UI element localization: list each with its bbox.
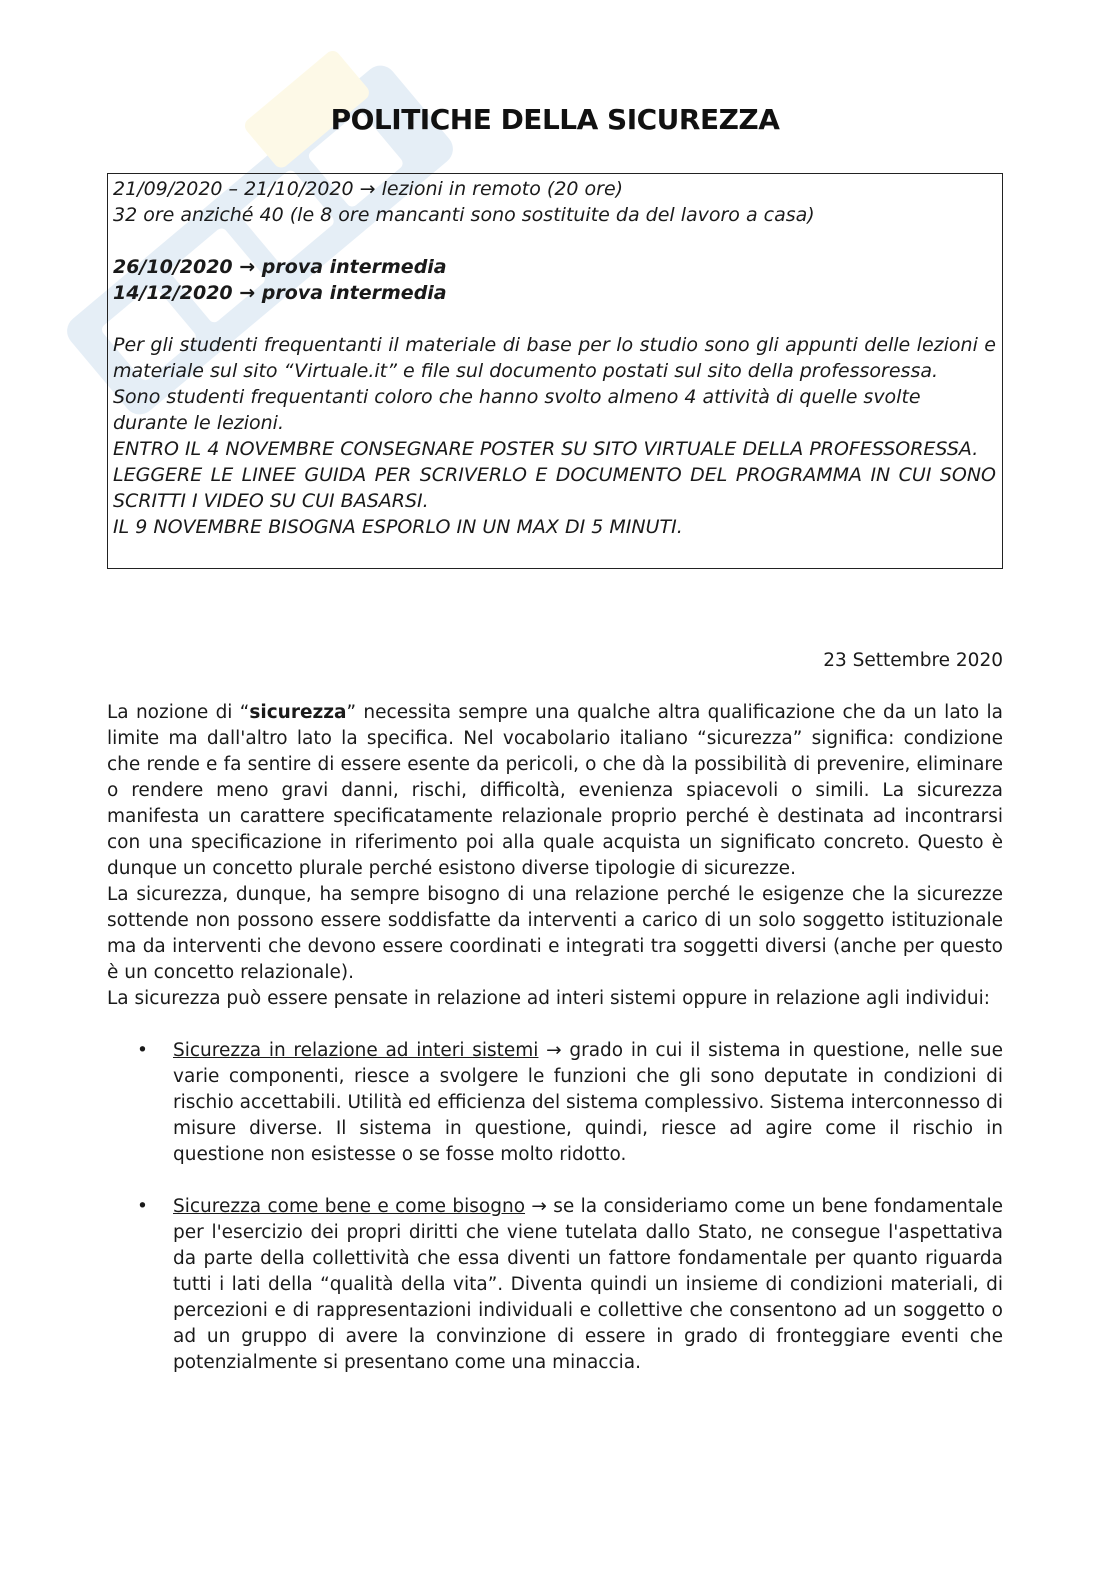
bullet-text: → grado in cui il sistema in questione, nelle sue varie componenti, riesce a svolgere le funzioni che gli sono deputate in condizioni di rischio accettabili. Utilità ed efficienza del sistema complessivo. Sistema interconnesso di misure diverse. Il sistema in questione, quindi, riesce ad agire come il rischio in questione non esistesse o se fosse molto ridotto. [173,1040,1003,1165]
info-box [107,173,1003,569]
exam-date-1: 26/10/2020 → prova intermedia [113,256,447,278]
paragraph-2: La sicurezza, dunque, ha sempre bisogno di una relazione perché le esigenze che la sicurezze sottende non possono essere soddisfatte da interventi a carico di un solo soggetto istituzionale ma da interventi che devono essere coordinati e integrati tra soggetti diversi (anche per questo è un concetto relazionale). [107,884,1003,983]
schedule-line: 21/09/2020 – 21/10/2020 → lezioni in remoto (20 ore) [113,178,624,200]
page-title: POLITICHE DELLA SICUREZZA [330,103,780,136]
bullet-list [107,1038,1003,1376]
paragraph-1: La nozione di “sicurezza” necessita sempre una qualche altra qualificazione che da un lato la limite ma dall'altro lato la specifica. Nel vocabolario italiano “sicurezza” significa: condizione che rende e fa sentire di essere esente da pericoli, o che dà la possibilità di prevenire, eliminare o rendere meno gravi danni, rischi, difficoltà, evenienza spiacevoli o simili. La sicurezza manifesta un carattere specificatamente relazionale proprio perché è destinata ad incontrarsi con una specificazione in riferimento poi alla quale acquista un significato concreto. Questo è dunque un concetto plurale perché esistono diverse tipologie di sicurezze. [107,702,1004,879]
lecture-date: 23 Settembre 2020 [823,650,1003,671]
bullet-heading: Sicurezza come bene e come bisogno [173,1196,526,1217]
list-item [107,1194,1003,1376]
bullet-icon: • [137,1196,148,1217]
poster-deadline: ENTRO IL 4 NOVEMBRE CONSEGNARE POSTER SU SITO VIRTUALE DELLA PROFESSORESSA. [113,438,979,460]
body-text [107,700,1003,1376]
bullet-text: → se la consideriamo come un bene fondamentale per l'esercizio dei propri diritti che viene tutelata dallo Stato, ne consegue l'aspettativa da parte della collettività che essa diventi un fattore fondamentale per quanto riguarda tutti i lati della “qualità della vita”. Diventa quindi un insieme di condizioni materiali, di percezioni e di rappresentazioni individuali e collettive che consentono ad un soggetto o ad un gruppo di avere la convinzione di essere in grado di fronteggiare eventi che potenzialmente si presentano come una minaccia. [173,1196,1003,1373]
materials-note: Per gli studenti frequentanti il materiale di base per lo studio sono gli appunti delle lezioni e materiale sul sito “Virtuale.it” e file sul documento postati sul sito della professoressa. [113,334,996,382]
guidelines-note: LEGGERE LE LINEE GUIDA PER SCRIVERLO E DOCUMENTO DEL PROGRAMMA IN CUI SONO SCRITTI I VIDEO SU CUI BASARSI. [113,464,996,512]
exam-date-2: 14/12/2020 → prova intermedia [113,282,447,304]
bullet-heading: Sicurezza in relazione ad interi sistemi [173,1040,539,1061]
bullet-icon: • [137,1040,148,1061]
list-item [107,1038,1003,1168]
attendance-note: Sono studenti frequentanti coloro che hanno svolto almeno 4 attività di quelle svolte durante le lezioni. [113,386,921,434]
keyword-sicurezza: sicurezza [249,702,347,723]
hours-line: 32 ore anziché 40 (le 8 ore mancanti sono sostituite da del lavoro a casa) [113,204,815,226]
presentation-note: IL 9 NOVEMBRE BISOGNA ESPORLO IN UN MAX DI 5 MINUTI. [113,516,683,538]
paragraph-3: La sicurezza può essere pensate in relazione ad interi sistemi oppure in relazione agli individui: [107,988,990,1009]
